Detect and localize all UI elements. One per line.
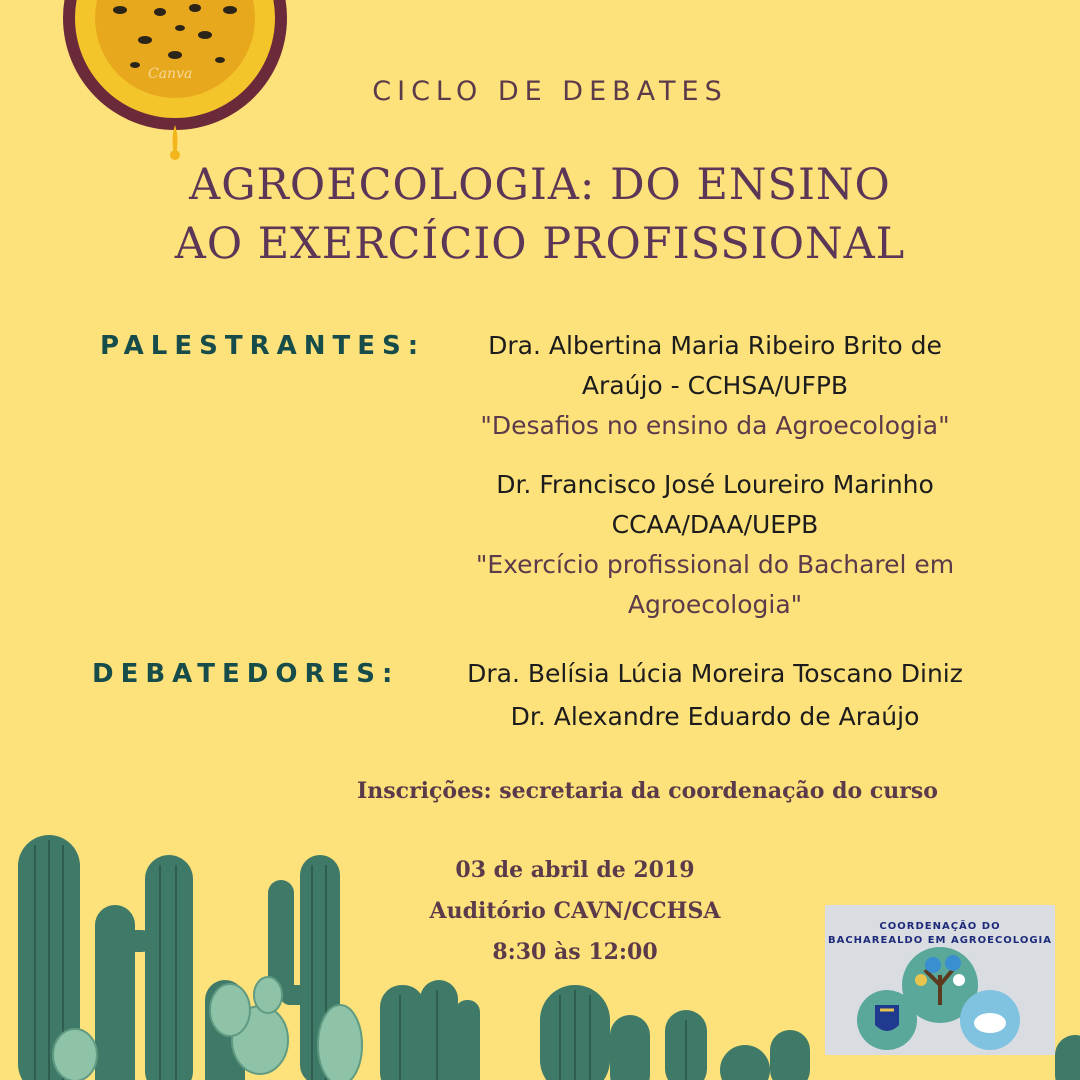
event-date: 03 de abril de 2019 [455,857,695,883]
watermark-text: Canva [148,66,193,82]
event-venue: Auditório CAVN/CCHSA [429,898,721,924]
event-time: 8:30 às 12:00 [492,939,658,965]
speaker-2-topic-line-2: Agroecologia" [627,590,803,619]
cactus-right [1055,1035,1080,1080]
cactus-group-center [380,980,810,1080]
debatedor-2-name: Dr. Alexandre Eduardo de Araújo [510,702,920,731]
speaker-2-name-line-1: Dr. Francisco José Loureiro Marinho [496,470,934,499]
speaker-2-topic-line-1: "Exercício profissional do Bacharel em [475,550,955,579]
page-title-line-2: AO EXERCÍCIO PROFISSIONAL [174,219,906,269]
debatedores-label: DEBATEDORES: [92,659,400,689]
page-title-line-1: AGROECOLOGIA: DO ENSINO [189,160,891,210]
course-coordination-logo [825,905,1055,1055]
speaker-1-topic: "Desafios no ensino da Agroecologia" [480,411,950,440]
logo-text-line-1: COORDENAÇÃO DO [879,921,1001,932]
speaker-2-name-line-2: CCAA/DAA/UEPB [611,510,819,539]
palestrantes-label: PALESTRANTES: [100,331,426,361]
speaker-1-name-line-1: Dra. Albertina Maria Ribeiro Brito de [488,331,942,360]
speaker-1-name-line-2: Araújo - CCHSA/UFPB [581,371,849,400]
logo-text-line-2: BACHAREALDO EM AGROECOLOGIA [827,935,1052,946]
logo-emblem-icon [825,905,1055,1055]
registration-info: Inscrições: secretaria da coordenação do curso [357,778,938,804]
event-series-label: CICLO DE DEBATES [372,76,728,107]
debatedor-1-name: Dra. Belísia Lúcia Moreira Toscano Diniz [467,659,963,688]
